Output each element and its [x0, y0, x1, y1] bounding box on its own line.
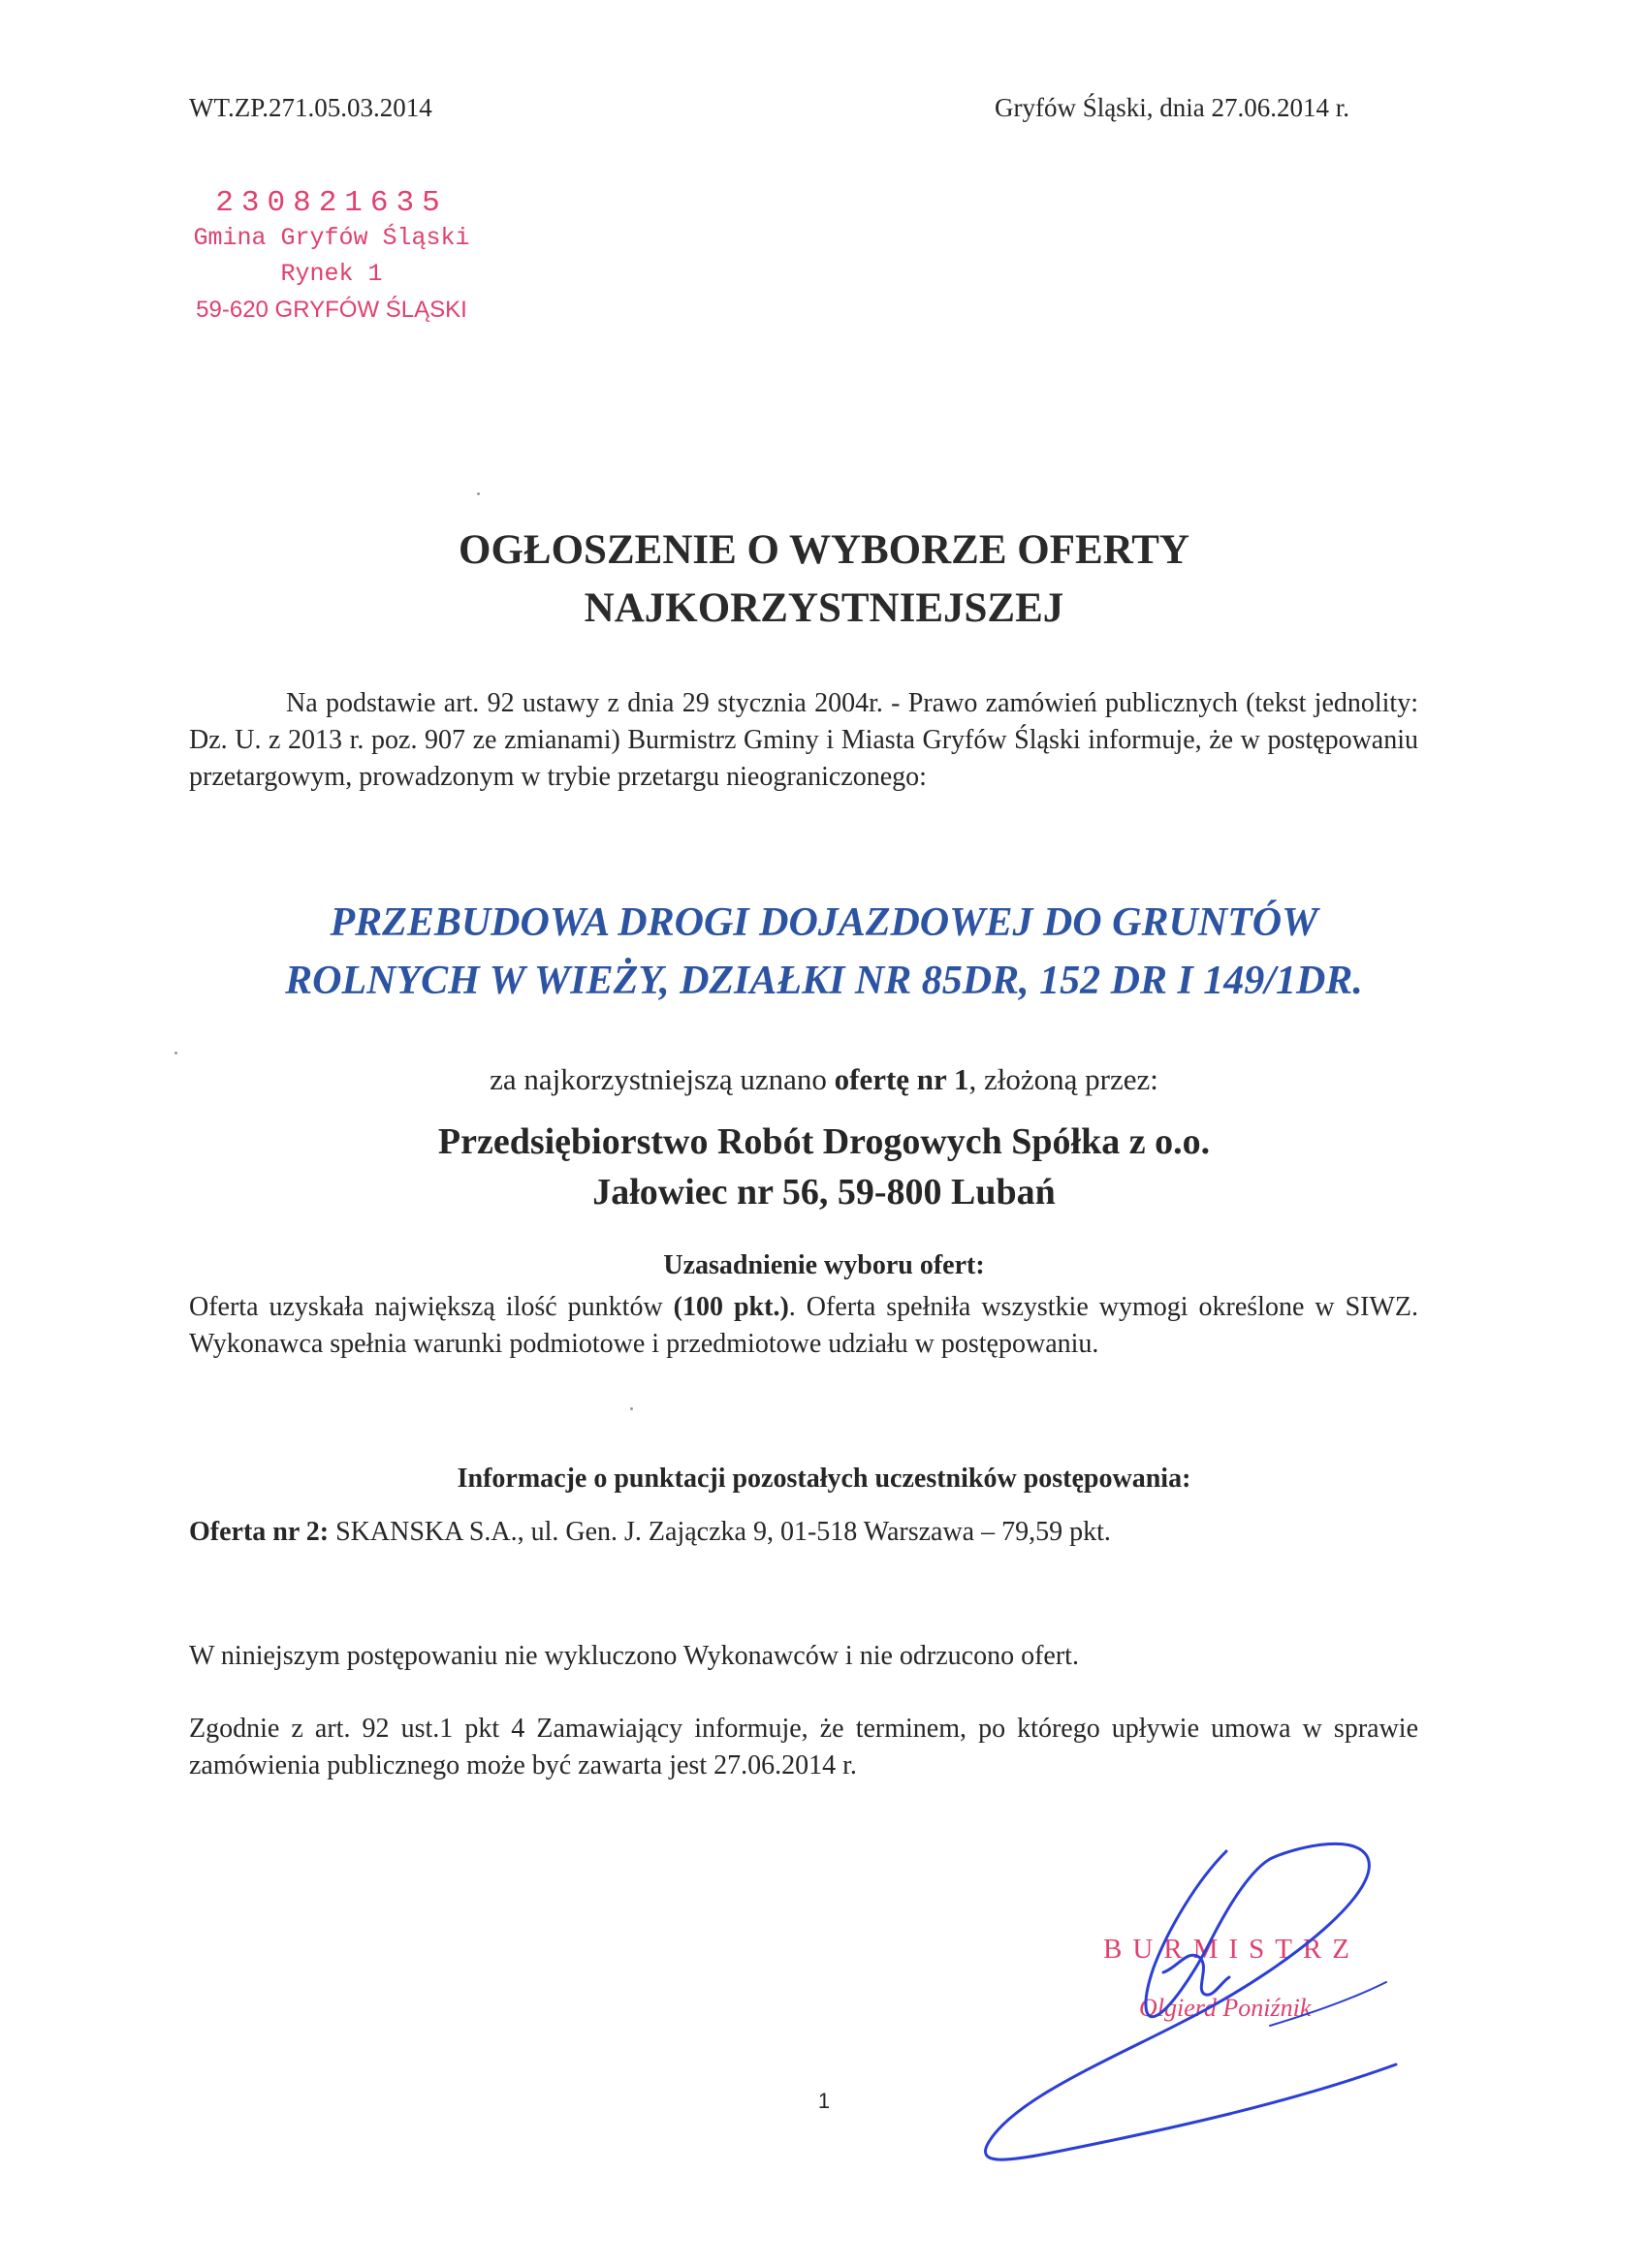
mayor-stamp-name: Olgierd Poniźnik — [1139, 1994, 1312, 2022]
other-offers-heading: Informacje o punktacji pozostałych uczestników postępowania: — [457, 1464, 1191, 1494]
subject-line-2: ROLNYCH W WIEŻY, DZIAŁKI NR 85DR, 152 DR I 149/1DR. — [285, 959, 1363, 1003]
stamp-line-2: Rynek 1 — [280, 260, 383, 288]
offer-2-label: Oferta nr 2: — [189, 1517, 330, 1547]
subject-line-1: PRZEBUDOWA DROGI DOJAZDOWEJ DO GRUNTÓW — [330, 900, 1318, 945]
title-line-1: OGŁOSZENIE O WYBORZE OFERTY — [459, 527, 1189, 573]
tender-subject — [0, 894, 1648, 1010]
stamp-line-1: Gmina Gryfów Śląski — [193, 224, 470, 252]
scan-speck — [174, 1052, 177, 1055]
page-number: 1 — [817, 2089, 831, 2113]
company-address: Jałowiec nr 56, 59-800 Lubań — [592, 1172, 1056, 1213]
award-suffix: , złożoną przez: — [968, 1062, 1158, 1096]
offer-2-text: SKANSKA S.A., ul. Gen. J. Zajączka 9, 01-518 Warszawa – 79,59 pkt. — [329, 1517, 1111, 1547]
company-name: Przedsiębiorstwo Robót Drogowych Spółka z o.o. — [437, 1121, 1211, 1162]
exclusions-statement: W niniejszym postępowaniu nie wykluczono Wykonawców i nie odrzucono ofert. — [189, 1641, 1079, 1671]
scan-speck — [477, 492, 480, 495]
stamp-line-3: 59-620 GRYFÓW ŚLĄSKI — [196, 297, 467, 323]
winning-company — [0, 1117, 1648, 1217]
offer-2-line — [189, 1517, 1111, 1548]
justification-points: (100 pkt.) — [673, 1292, 789, 1322]
justification-text — [189, 1289, 1418, 1363]
stamp-number: 230821635 — [215, 186, 448, 220]
award-offer: ofertę nr 1 — [834, 1062, 969, 1096]
office-stamp — [176, 186, 487, 328]
document-title — [0, 521, 1648, 638]
intro-paragraph — [189, 685, 1418, 796]
award-prefix: za najkorzystniejszą uznano — [490, 1062, 835, 1096]
justification-text-b: . Oferta spełniła wszystkie wymogi określone w SIWZ. Wykonawca spełnia warunki podmiotowe i przedmiotowe udziału w postępowaniu. — [189, 1292, 1418, 1359]
deadline-paragraph: Zgodnie z art. 92 ust.1 pkt 4 Zamawiający informuje, że terminem, po którego upływie umowa w sprawie zamówienia publicznego może być zawarta jest 27.06.2014 r. — [189, 1714, 1418, 1780]
award-line — [0, 1062, 1648, 1097]
place-and-date: Gryfów Śląski, dnia 27.06.2014 r. — [995, 93, 1349, 122]
intro-text: Na podstawie art. 92 ustawy z dnia 29 stycznia 2004r. - Prawo zamówień publicznych (tekst jednolity: Dz. U. z 2013 r. poz. 907 ze zmianami) Burmistrz Gminy i Miasta Gryfów Śląski informuje, że w postępowaniu przetargowym, prowadzonym w trybie przetargu nieograniczonego: — [189, 688, 1418, 792]
scan-speck — [630, 1407, 633, 1410]
reference-number: WT.ZP.271.05.03.2014 — [189, 93, 432, 122]
title-line-2: NAJKORZYSTNIEJSZEJ — [584, 585, 1064, 631]
mayor-stamp-title: BURMISTRZ — [1103, 1934, 1360, 1965]
justification-text-a: Oferta uzyskała największą ilość punktów — [189, 1292, 674, 1322]
handwritten-signature — [969, 1822, 1415, 2171]
justification-heading: Uzasadnienie wyboru ofert: — [663, 1250, 985, 1280]
